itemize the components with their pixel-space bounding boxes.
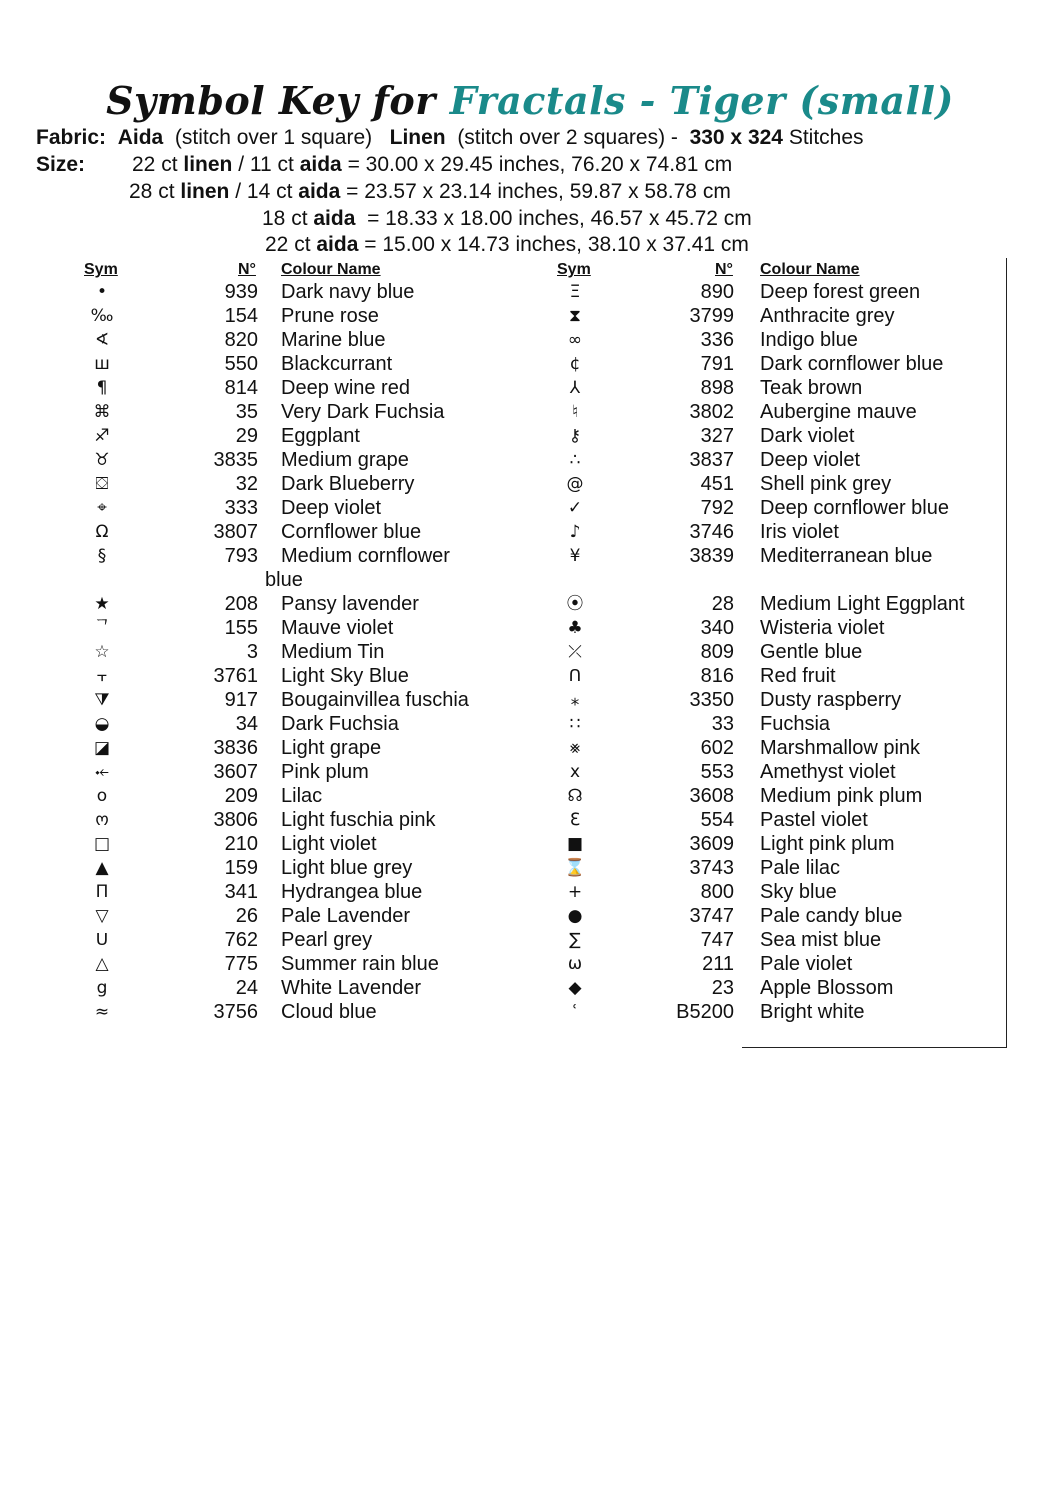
- colour-name: Deep wine red: [281, 377, 410, 399]
- colour-name: Dark cornflower blue: [760, 353, 944, 375]
- colour-name: Pale Lavender: [281, 905, 410, 927]
- color-number: 3839: [689, 545, 734, 567]
- table-row: [555, 304, 1005, 328]
- colour-name: Deep violet: [760, 449, 861, 471]
- symbol-icon: ⛋: [95, 474, 109, 494]
- page-title: [0, 78, 1060, 123]
- colour-name: White Lavender: [281, 977, 422, 999]
- color-number: 327: [700, 425, 734, 447]
- symbol-icon: ▲: [95, 858, 109, 878]
- symbol-icon: ☊: [567, 786, 583, 806]
- color-number: 3837: [689, 449, 734, 471]
- table-row: [82, 736, 522, 760]
- fabric-aida-note: (stitch over 1 square): [174, 126, 373, 149]
- color-number: 3836: [213, 737, 258, 759]
- table-row: [555, 448, 1005, 472]
- colour-name: Indigo blue: [760, 329, 858, 351]
- colour-name: Medium cornflower: [281, 545, 450, 567]
- table-row: [82, 640, 522, 664]
- table-row: [82, 880, 522, 904]
- symbol-icon: ш: [94, 354, 110, 374]
- symbol-icon: ⌛: [564, 858, 586, 878]
- colour-name: Eggplant: [281, 425, 360, 447]
- table-row: [555, 976, 1005, 1000]
- table-row: [555, 640, 1005, 664]
- symbol-icon: o: [96, 786, 108, 806]
- colour-name: Wisteria violet: [760, 617, 885, 639]
- colour-name: Pale lilac: [760, 857, 841, 879]
- symbol-icon: ♪: [569, 522, 581, 542]
- symbol-icon: ∴: [569, 450, 581, 470]
- symbol-icon: ◆: [568, 978, 582, 998]
- header-num: N°: [715, 261, 733, 278]
- size-line-3: [262, 206, 752, 232]
- color-number: 775: [224, 953, 258, 975]
- colour-name: Light grape: [281, 737, 382, 759]
- size-line-1-aida: aida: [299, 153, 342, 176]
- color-number: 154: [224, 305, 258, 327]
- symbol-icon: ♮: [571, 402, 579, 422]
- colour-name: Pink plum: [281, 761, 369, 783]
- symbol-icon: ⌖: [97, 498, 107, 518]
- header-num: N°: [238, 261, 256, 278]
- colour-name: Hydrangea blue: [281, 881, 423, 903]
- table-row: [82, 856, 522, 880]
- symbol-icon: g: [96, 978, 108, 998]
- symbol-icon: ⧗: [569, 306, 581, 326]
- colour-name: Very Dark Fuchsia: [281, 401, 445, 423]
- color-number: 890: [700, 281, 734, 303]
- symbol-icon: ⌘: [93, 402, 111, 422]
- symbol-icon: ■: [566, 834, 584, 854]
- colour-name: Blackcurrant: [281, 353, 393, 375]
- size-line-4-post: = 15.00 x 14.73 inches, 38.10 x 37.41 cm: [358, 233, 749, 256]
- colour-name: Teak brown: [760, 377, 863, 399]
- symbol-icon: ᑌ: [95, 930, 109, 950]
- symbol-icon: ♣: [567, 618, 583, 638]
- color-number: 451: [700, 473, 734, 495]
- table-row: [82, 520, 522, 544]
- colour-name: Light Sky Blue: [281, 665, 409, 687]
- color-number: 333: [224, 497, 258, 519]
- table-row: [82, 352, 522, 376]
- table-row: [555, 424, 1005, 448]
- table-row: [82, 424, 522, 448]
- fabric-linen: Linen: [389, 126, 446, 149]
- symbol-icon: ‰: [90, 306, 114, 326]
- colour-name: Light pink plum: [760, 833, 895, 855]
- table-row: [555, 832, 1005, 856]
- symbol-icon: ♐: [94, 426, 110, 446]
- size-line-4-pre: 22 ct: [265, 233, 317, 256]
- color-number: 209: [224, 785, 258, 807]
- table-row: [555, 376, 1005, 400]
- size-label: Size:: [36, 153, 86, 176]
- color-number: 23: [711, 977, 734, 999]
- color-number: 3746: [689, 521, 734, 543]
- colour-name: Summer rain blue: [281, 953, 439, 975]
- fabric-aida: Aida: [117, 126, 164, 149]
- symbol-icon: •: [96, 282, 108, 302]
- size-line-2-aida: aida: [298, 180, 341, 203]
- size-line-2-pre: 28 ct: [129, 180, 181, 203]
- colour-name: Mediterranean blue: [760, 545, 933, 567]
- colour-name: Iris violet: [760, 521, 839, 543]
- color-number: 816: [700, 665, 734, 687]
- symbol-icon: △: [95, 954, 109, 974]
- table-row: [82, 1000, 522, 1024]
- symbol-icon: ⧩: [94, 690, 110, 710]
- table-row: [555, 1000, 1005, 1024]
- colour-name: Lilac: [281, 785, 323, 807]
- fabric-dims: 330 x 324: [689, 126, 783, 149]
- colour-name: Gentle blue: [760, 641, 863, 663]
- size-line-3-post: = 18.33 x 18.00 inches, 46.57 x 45.72 cm: [355, 207, 752, 230]
- table-row: [82, 616, 522, 640]
- color-number: 553: [700, 761, 734, 783]
- color-number: 898: [700, 377, 734, 399]
- table-row: [555, 880, 1005, 904]
- table-row: [555, 928, 1005, 952]
- symbol-icon: Ξ: [569, 282, 581, 302]
- symbol-icon: ʿ: [572, 1002, 578, 1022]
- table-row: [82, 592, 522, 616]
- size-line-1-linen: linen: [183, 153, 233, 176]
- color-number: 747: [700, 929, 734, 951]
- color-number: 3747: [689, 905, 734, 927]
- colour-name: Dark navy blue: [281, 281, 415, 303]
- fabric-stitches: Stitches: [788, 126, 864, 149]
- table-row: [82, 976, 522, 1000]
- symbol-icon: □: [93, 834, 111, 854]
- colour-name: Light blue grey: [281, 857, 413, 879]
- table-row: [82, 448, 522, 472]
- table-row: [555, 616, 1005, 640]
- size-line-3-aida: aida: [313, 207, 356, 230]
- colour-name: Bright white: [760, 1001, 865, 1023]
- colour-name: Cornflower blue: [281, 521, 422, 543]
- colour-name-wrap: blue: [265, 569, 303, 591]
- table-row: [82, 760, 522, 784]
- table-row: [82, 808, 522, 832]
- color-number: 3350: [689, 689, 734, 711]
- color-number: 32: [235, 473, 258, 495]
- color-number: 917: [224, 689, 258, 711]
- color-number: 28: [711, 593, 734, 615]
- table-row: [82, 712, 522, 736]
- table-row: [555, 472, 1005, 496]
- colour-name: Dark violet: [760, 425, 855, 447]
- symbol-icon: ♉: [94, 450, 110, 470]
- color-number: 3761: [213, 665, 258, 687]
- table-row: [82, 544, 522, 568]
- table-row: [555, 736, 1005, 760]
- symbol-icon: ¥: [569, 546, 581, 566]
- header-colour-name: Colour Name: [281, 261, 381, 278]
- color-number: 3806: [213, 809, 258, 831]
- color-number: 33: [711, 713, 734, 735]
- table-row: [555, 760, 1005, 784]
- symbol-icon: ⦿: [566, 594, 584, 614]
- fabric-line: [36, 125, 864, 151]
- colour-name: Sky blue: [760, 881, 837, 903]
- color-number: 550: [224, 353, 258, 375]
- symbol-icon: ∷: [569, 714, 581, 734]
- symbol-icon: @: [566, 474, 584, 494]
- colour-name: Marine blue: [281, 329, 386, 351]
- color-number: 554: [700, 809, 734, 831]
- table-border-right: [1006, 258, 1007, 1048]
- colour-name: Pearl grey: [281, 929, 373, 951]
- color-number: 24: [235, 977, 258, 999]
- table-row: [555, 784, 1005, 808]
- symbol-icon: ▽: [95, 906, 109, 926]
- table-row: [82, 376, 522, 400]
- color-number: 155: [224, 617, 258, 639]
- symbol-icon: ℇ: [569, 810, 581, 830]
- table-row: [82, 832, 522, 856]
- color-number: 3807: [213, 521, 258, 543]
- header-sym: Sym: [557, 261, 591, 278]
- colour-name: Marshmallow pink: [760, 737, 921, 759]
- table-row: [555, 952, 1005, 976]
- symbol-icon: ⤝: [95, 762, 109, 782]
- color-number: B5200: [676, 1001, 734, 1023]
- color-number: 939: [224, 281, 258, 303]
- colour-name: Dark Fuchsia: [281, 713, 399, 735]
- color-number: 792: [700, 497, 734, 519]
- color-number: 3608: [689, 785, 734, 807]
- color-number: 159: [224, 857, 258, 879]
- symbol-table-right: [555, 260, 1005, 1040]
- color-number: 762: [224, 929, 258, 951]
- color-number: 820: [224, 329, 258, 351]
- color-number: 211: [702, 953, 734, 975]
- color-number: 3835: [213, 449, 258, 471]
- symbol-icon: ◪: [93, 738, 111, 758]
- color-number: 3: [246, 641, 258, 663]
- color-number: 340: [700, 617, 734, 639]
- table-row: [82, 400, 522, 424]
- color-number: 35: [235, 401, 258, 423]
- table-row: [82, 280, 522, 304]
- size-line-2-linen: linen: [180, 180, 230, 203]
- colour-name: Medium Light Eggplant: [760, 593, 965, 615]
- symbol-icon: ¢: [569, 354, 581, 374]
- symbol-icon: ∞: [567, 330, 583, 350]
- table-row: [82, 328, 522, 352]
- color-number: 34: [235, 713, 258, 735]
- color-number: 336: [700, 329, 734, 351]
- symbol-icon: ω: [567, 954, 583, 974]
- colour-name: Light fuschia pink: [281, 809, 436, 831]
- header-colour-name: Colour Name: [760, 261, 860, 278]
- table-row: [555, 904, 1005, 928]
- colour-name: Amethyst violet: [760, 761, 896, 783]
- size-line-4-aida: aida: [316, 233, 359, 256]
- color-number: 3756: [213, 1001, 258, 1023]
- colour-name: Medium grape: [281, 449, 409, 471]
- colour-name: Deep violet: [281, 497, 382, 519]
- color-number: 791: [700, 353, 734, 375]
- title-prefix: Symbol Key for: [106, 78, 436, 123]
- symbol-icon: ⫟: [96, 666, 108, 686]
- symbol-icon: ᄀ: [93, 618, 111, 638]
- colour-name: Medium Tin: [281, 641, 385, 663]
- color-number: 29: [235, 425, 258, 447]
- symbol-icon: ★: [94, 594, 110, 614]
- table-border-bottom: [742, 1047, 1007, 1048]
- symbol-icon: ∑: [569, 930, 581, 950]
- symbol-icon: ⨳: [569, 738, 581, 758]
- color-number: 800: [700, 881, 734, 903]
- table-row: [82, 304, 522, 328]
- table-row: [555, 352, 1005, 376]
- symbol-icon: ☆: [94, 642, 110, 662]
- colour-name: Dusty raspberry: [760, 689, 902, 711]
- symbol-icon: x: [569, 762, 581, 782]
- symbol-icon: §: [97, 546, 107, 566]
- color-number: 208: [224, 593, 258, 615]
- color-number: 602: [700, 737, 734, 759]
- symbol-icon: ⤫: [568, 642, 582, 662]
- table-row: [555, 568, 1005, 592]
- size-line-1-post: = 30.00 x 29.45 inches, 76.20 x 74.81 cm: [341, 153, 733, 176]
- table-row: [82, 688, 522, 712]
- size-line-2-mid: / 14 ct: [229, 180, 299, 203]
- color-number: 814: [224, 377, 258, 399]
- color-number: 3609: [689, 833, 734, 855]
- symbol-icon: ●: [567, 906, 583, 926]
- symbol-icon: ◒: [94, 714, 110, 734]
- table-row: [555, 328, 1005, 352]
- colour-name: Medium pink plum: [760, 785, 923, 807]
- size-line-1: [132, 152, 732, 178]
- color-number: 3802: [689, 401, 734, 423]
- table-row: [555, 280, 1005, 304]
- table-row: [555, 808, 1005, 832]
- symbol-icon: ⅄: [569, 378, 581, 398]
- colour-name: Deep cornflower blue: [760, 497, 949, 519]
- symbol-icon: ¶: [96, 378, 108, 398]
- table-row: [555, 688, 1005, 712]
- table-row: [555, 664, 1005, 688]
- color-number: 3743: [689, 857, 734, 879]
- table-row: [82, 472, 522, 496]
- table-row: [555, 496, 1005, 520]
- symbol-icon: ⁎: [570, 690, 580, 710]
- size-line-3-pre: 18 ct: [262, 207, 314, 230]
- colour-name: Deep forest green: [760, 281, 921, 303]
- symbol-icon: ᑎ: [568, 666, 582, 686]
- color-number: 809: [700, 641, 734, 663]
- table-row: [555, 544, 1005, 568]
- colour-name: Cloud blue: [281, 1001, 377, 1023]
- symbol-icon: Ω: [95, 522, 109, 542]
- colour-name: Shell pink grey: [760, 473, 892, 495]
- size-line-1-pre: 22 ct: [132, 153, 184, 176]
- colour-name: Fuchsia: [760, 713, 831, 735]
- fabric-label: Fabric:: [36, 126, 107, 149]
- colour-name: Pale candy blue: [760, 905, 903, 927]
- pattern-name: Fractals - Tiger (small): [449, 78, 954, 123]
- table-row: [555, 400, 1005, 424]
- symbol-table-left: [82, 260, 522, 1040]
- table-row: [82, 952, 522, 976]
- colour-name: Sea mist blue: [760, 929, 882, 951]
- colour-name: Apple Blossom: [760, 977, 894, 999]
- symbol-icon: ო: [95, 810, 109, 830]
- color-number: 341: [224, 881, 258, 903]
- size-line-4: [265, 232, 749, 258]
- colour-name: Pansy lavender: [281, 593, 419, 615]
- table-row: [555, 712, 1005, 736]
- table-row: [82, 928, 522, 952]
- color-number: 26: [235, 905, 258, 927]
- colour-name: Pastel violet: [760, 809, 868, 831]
- symbol-icon: Π: [95, 882, 109, 902]
- colour-name: Pale violet: [760, 953, 853, 975]
- colour-name: Aubergine mauve: [760, 401, 917, 423]
- colour-name: Prune rose: [281, 305, 379, 327]
- colour-name: Bougainvillea fuschia: [281, 689, 469, 711]
- table-row: [82, 496, 522, 520]
- colour-name: Mauve violet: [281, 617, 394, 639]
- size-line-2-post: = 23.57 x 23.14 inches, 59.87 x 58.78 cm: [340, 180, 731, 203]
- color-number: 793: [224, 545, 258, 567]
- colour-name: Dark Blueberry: [281, 473, 415, 495]
- header-sym: Sym: [84, 261, 118, 278]
- size-line-1-mid: / 11 ct: [232, 153, 300, 176]
- symbol-icon: ✓: [567, 498, 583, 518]
- colour-name: Light violet: [281, 833, 377, 855]
- table-row: [555, 592, 1005, 616]
- symbol-icon: ≈: [94, 1002, 110, 1022]
- table-row: [555, 520, 1005, 544]
- table-row: [82, 784, 522, 808]
- color-number: 210: [224, 833, 258, 855]
- table-row: [82, 664, 522, 688]
- color-number: 3799: [689, 305, 734, 327]
- fabric-linen-note: (stitch over 2 squares) -: [457, 126, 678, 149]
- colour-name: Red fruit: [760, 665, 836, 687]
- symbol-icon: ∢: [94, 330, 110, 350]
- symbol-icon: ⚷: [568, 426, 582, 446]
- size-line-2: [129, 179, 731, 205]
- table-row: [82, 904, 522, 928]
- colour-name: Anthracite grey: [760, 305, 895, 327]
- table-row: [555, 856, 1005, 880]
- color-number: 3607: [213, 761, 258, 783]
- symbol-icon: +: [567, 882, 583, 902]
